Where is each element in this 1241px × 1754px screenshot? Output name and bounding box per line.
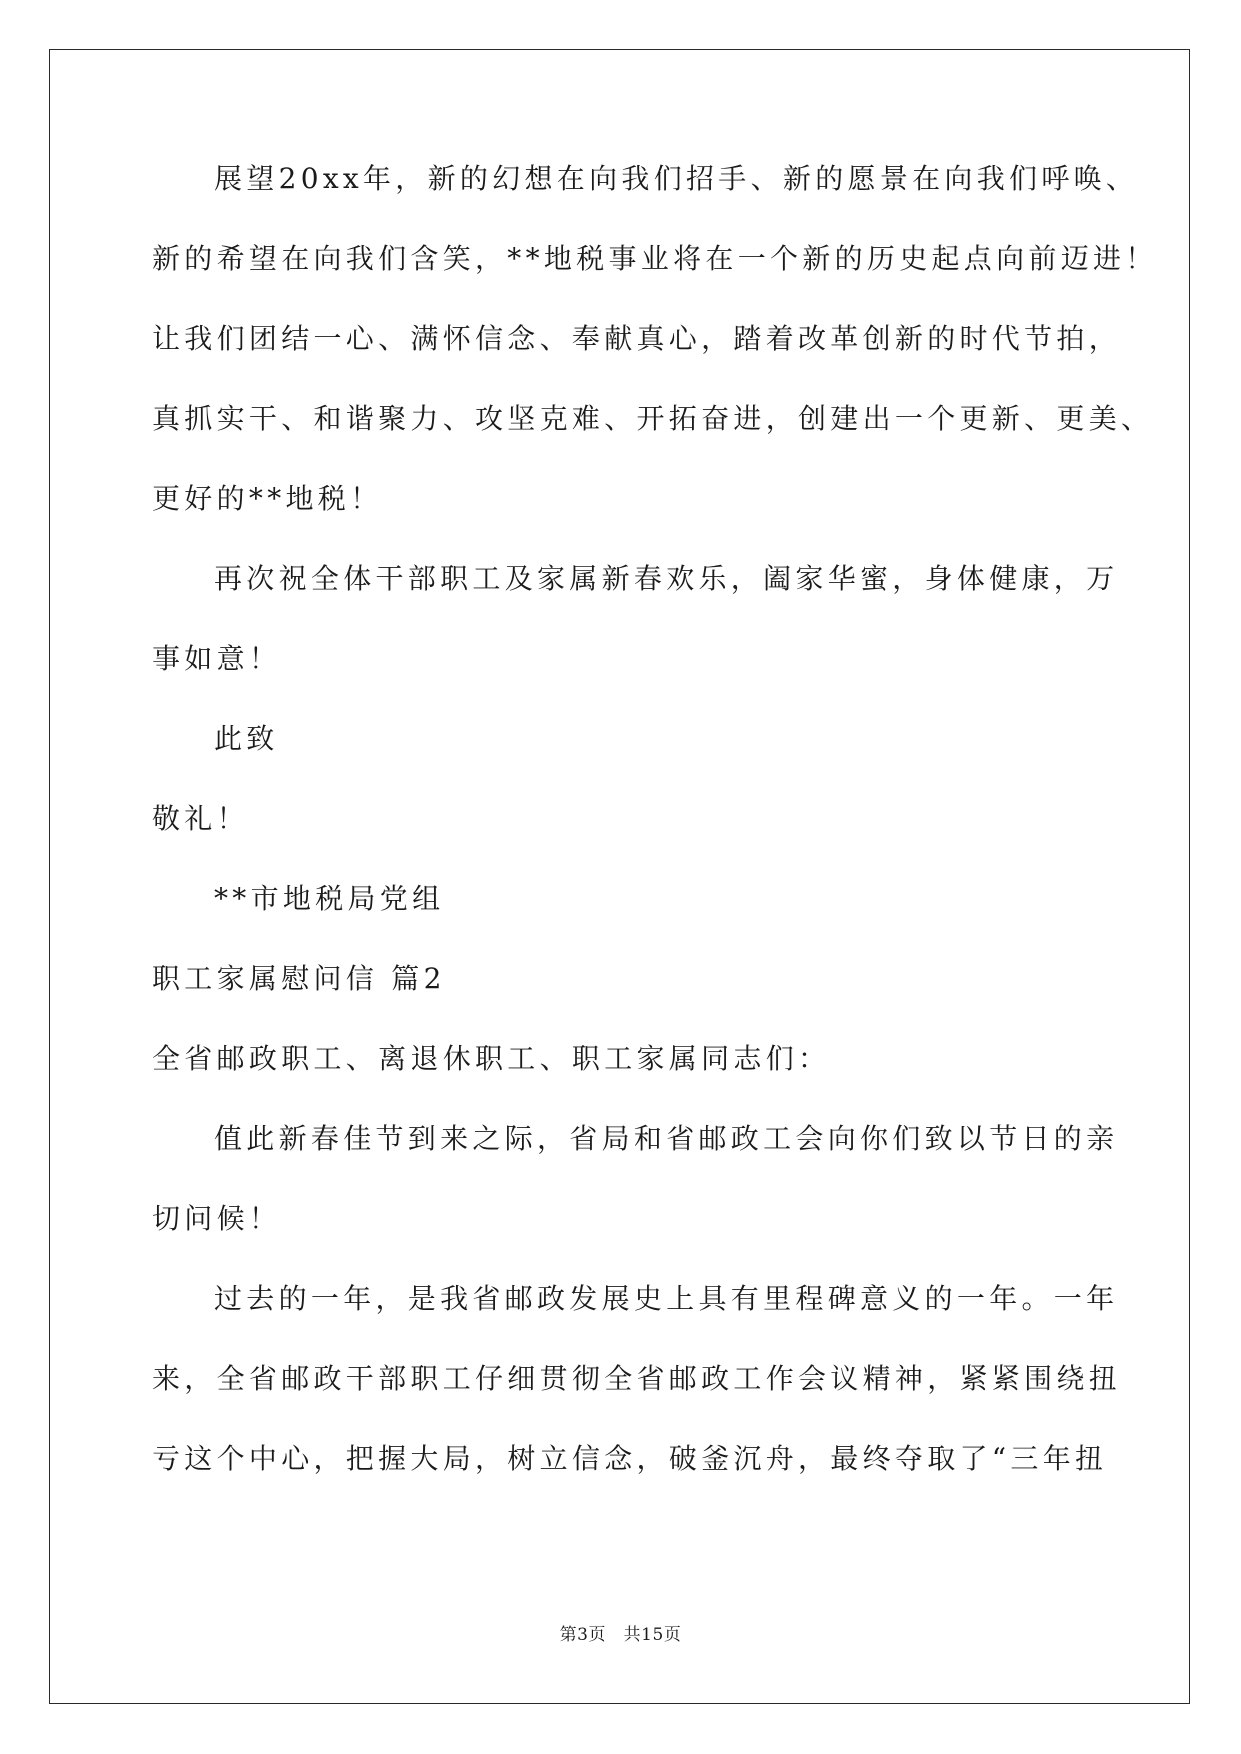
body-line: 更好的**地税！ xyxy=(152,482,383,515)
body-line: 再次祝全体干部职工及家属新春欢乐，阖家华蜜，身体健康，万 xyxy=(214,562,1119,595)
body-line: 真抓实干、和谐聚力、攻坚克难、开拓奋进，创建出一个更新、更美、 xyxy=(152,402,1154,435)
body-line: 值此新春佳节到来之际，省局和省邮政工会向你们致以节日的亲 xyxy=(214,1122,1119,1155)
body-line: 展望20xx年，新的幻想在向我们招手、新的愿景在向我们呼唤、 xyxy=(214,162,1139,195)
letter-greeting: 全省邮政职工、离退休职工、职工家属同志们： xyxy=(152,1042,831,1075)
body-line: 切问候！ xyxy=(152,1202,282,1235)
body-line: 事如意！ xyxy=(152,642,282,675)
closing-salutation: 此致 xyxy=(214,722,279,755)
body-line: 让我们团结一心、满怀信念、奉献真心，踏着改革创新的时代节拍， xyxy=(152,322,1122,355)
body-line: 过去的一年，是我省邮政发展史上具有里程碑意义的一年。一年 xyxy=(214,1282,1119,1315)
closing-regards: 敬礼！ xyxy=(152,802,249,835)
body-line: 亏这个中心，把握大局，树立信念，破釜沉舟，最终夺取了“三年扭 xyxy=(152,1442,1108,1475)
body-line: 来，全省邮政干部职工仔细贯彻全省邮政工作会议精神，紧紧围绕扭 xyxy=(152,1362,1122,1395)
body-line: 新的希望在向我们含笑，**地税事业将在一个新的历史起点向前迈进！ xyxy=(152,242,1158,275)
signature: **市地税局党组 xyxy=(214,882,445,915)
section-heading: 职工家属慰问信 篇2 xyxy=(152,962,446,995)
page-number-footer: 第3页 共15页 xyxy=(559,1625,682,1645)
